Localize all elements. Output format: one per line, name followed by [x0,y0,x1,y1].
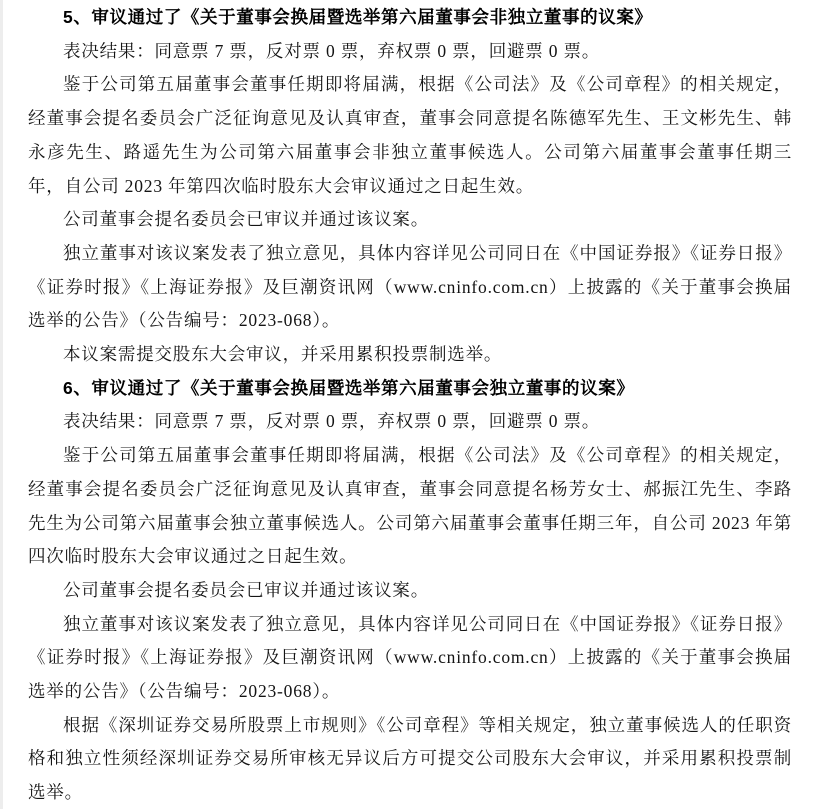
section-5-vote-result: 表决结果：同意票 7 票，反对票 0 票，弃权票 0 票，回避票 0 票。 [63,40,601,61]
section-6-heading: 6、审议通过了《关于董事会换届暨选举第六届董事会独立董事的议案》 [63,377,635,398]
section-5-independent-opinion-paragraph: 独立董事对该议案发表了独立意见，具体内容详见公司同日在《中国证券报》《证券日报》《证券时报》《上海证券报》及巨潮资讯网（www.cninfo.com.cn）上披露的《关于董事会换届选举的公告》（公告编号：2023-068）。 [28,242,792,331]
section-5-submission-paragraph: 本议案需提交股东大会审议，并采用累积投票制选举。 [63,344,503,365]
section-5-nomination-paragraph: 鉴于公司第五届董事会董事任期即将届满，根据《公司法》及《公司章程》的相关规定，经董事会提名委员会广泛征询意见及认真审查，董事会同意提名陈德军先生、王文彬先生、韩永彦先生、路遥先生为公司第六届董事会非独立董事候选人。公司第六届董事会董事任期三年，自公司 2023 年第四次临时股东大会审议通过之日起生效。 [28,74,792,196]
section-6-independent-opinion-paragraph: 独立董事对该议案发表了独立意见，具体内容详见公司同日在《中国证券报》《证券日报》《证券时报》《上海证券报》及巨潮资讯网（www.cninfo.com.cn）上披露的《关于董事会换届选举的公告》（公告编号：2023-068）。 [28,613,792,702]
section-5-committee-review-paragraph: 公司董事会提名委员会已审议并通过该议案。 [63,209,429,230]
resolution-section-5 [28,1,792,372]
section-5-heading: 5、审议通过了《关于董事会换届暨选举第六届董事会非独立董事的议案》 [63,7,653,27]
resolution-section-6 [28,372,792,809]
section-6-nomination-paragraph: 鉴于公司第五届董事会董事任期即将届满，根据《公司法》及《公司章程》的相关规定，经董事会提名委员会广泛征询意见及认真审查，董事会同意提名杨芳女士、郝振江先生、李路先生为公司第六届董事会独立董事候选人。公司第六届董事会董事任期三年，自公司 2023 年第四次临时股东大会审议通过之日起生效。 [28,445,792,567]
section-6-committee-review-paragraph: 公司董事会提名委员会已审议并通过该议案。 [63,579,429,600]
section-6-exchange-review-paragraph: 根据《深圳证券交易所股票上市规则》《公司章程》等相关规定，独立董事候选人的任职资格和独立性须经深圳证券交易所审核无异议后方可提交公司股东大会审议，并采用累积投票制选举。 [28,714,792,803]
section-6-vote-result: 表决结果：同意票 7 票，反对票 0 票，弃权票 0 票，回避票 0 票。 [63,411,601,432]
